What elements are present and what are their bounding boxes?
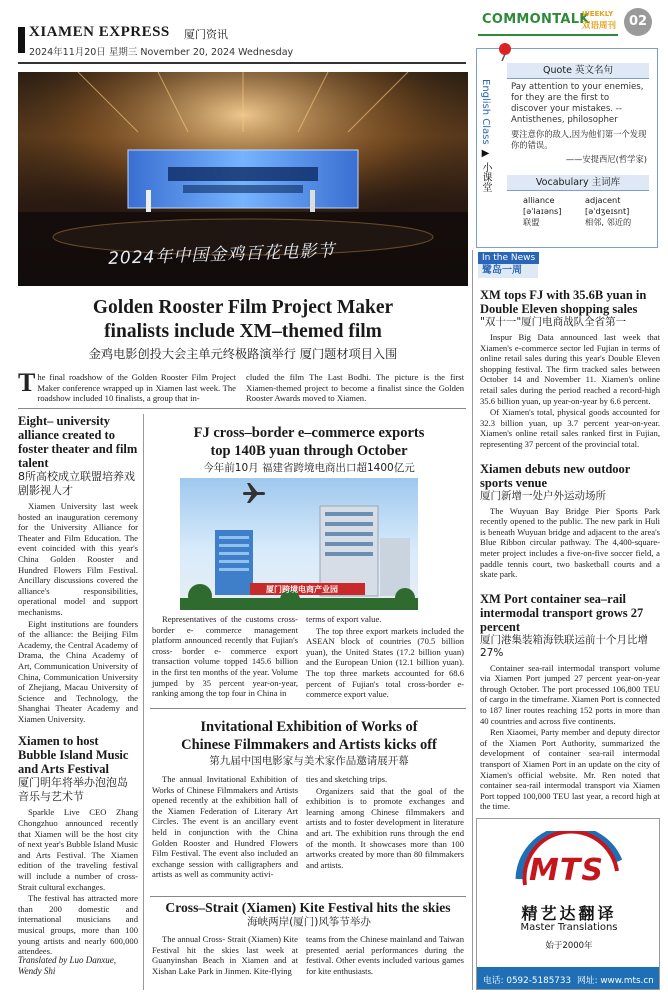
vocab-cn: 联盟: [523, 217, 540, 227]
ecom-image-sign: 厦门跨境电商产业园: [266, 585, 338, 594]
translator-credit: Translated by Luo Danxue, Wendy Shi: [18, 955, 116, 976]
double11-headline-cn: "双十一"厦门电商战队全省第一: [480, 316, 627, 328]
double11-body: [480, 332, 660, 450]
bubble-p2: The festival has attracted more than 200 domestic and international musicians and musical groups, more than 100 young artists and nearly 600,000 attendees.: [18, 893, 138, 957]
masthead-rule: [18, 62, 466, 64]
main-headline-line1: Golden Rooster Film Project Maker: [92, 297, 394, 318]
kite-headline: Cross–Strait (Xiamen) Kite Festival hits the skies: [165, 900, 451, 915]
main-story-col2: [246, 372, 464, 404]
news-tag-cn: 鹭岛一周: [478, 264, 538, 278]
brand-underline: [478, 34, 618, 36]
port-p1: Container sea-rail intermodal transport volume via Xiamen Port jumped 27 percent year-on-year through October. The port processed 106,800 TEU of cargo in the timeframe. Xiamen Port is connected to 187 liner routes reaching 152 ports in more than 40 countries and across five continents.: [480, 662, 661, 726]
exhibit-col2-a: ties and sketching trips.: [306, 774, 388, 784]
masthead-section: 厦门资讯: [184, 28, 228, 41]
main-headline-line2: finalists include XM–themed film: [104, 321, 382, 342]
alliance-headline: Eight– university alliance created to foster theater and film talent: [18, 414, 138, 470]
vocab-cn: 相邻, 邻近的: [585, 217, 632, 227]
bubble-headline-cn: 厦门明年将举办泡泡岛音乐与艺术节: [18, 776, 128, 804]
masthead: [18, 22, 468, 62]
hero-caption: 2024年中国金鸡百花电影节: [107, 241, 336, 269]
left-divider: [143, 414, 144, 990]
exhibit-headline-cn: 第九届中国电影家与美术家作品邀请展开幕: [209, 755, 409, 767]
quote-cn: 要注意你的敌人,因为他们第一个发现你的错误。: [511, 129, 647, 150]
ecom-rule: [150, 708, 466, 709]
ecom-col2-a: terms of export value.: [306, 614, 382, 624]
masthead-marker: [18, 27, 25, 53]
hero-image: [18, 72, 468, 286]
ad-website[interactable]: 网址: www.mts.cn: [577, 976, 654, 986]
ecom-headline-cn: 今年前10月 福建省跨境电商出口超1400亿元: [203, 462, 415, 474]
double11-headline: XM tops FJ with 35.6B yuan in Double Eleven shopping sales: [480, 288, 647, 316]
bubble-body: [18, 807, 138, 956]
left-column: [18, 414, 138, 958]
sports-headline: Xiamen debuts new outdoor sports venue: [480, 461, 631, 490]
masthead-title: XIAMEN EXPRESS: [29, 24, 170, 40]
main-story-text1: he final roadshow of the Golden Rooster Film Project Maker conference wrapped up in Xiamen last week. The roadshow included 10 finalists, a group that in-: [37, 372, 236, 404]
airplane-icon: [243, 483, 265, 503]
alliance-body: [18, 501, 138, 724]
ecom-headline-line1: FJ cross–border e–commerce exports: [193, 425, 425, 441]
exhibit-col1: The annual Invitational Exhibition of Works of Chinese Filmmakers and Artists opened recently at the exhibition hall of the Xiamen Federation of Literary Art Circles. The event is an ancillary event held in conjunction with the China Golden Rooster and Hundred Flowers Film Festival. The event also included an exchange session with calligraphers and artists as well as community activi-: [152, 774, 298, 880]
vocab-word: alliance: [523, 195, 555, 205]
main-story-text2: cluded the film The Last Bodhi. The picture is the first Xiamen-themed project to become a finalist since the Golden Rooster Awards moved to Xiamen.: [246, 372, 464, 404]
brand-block: [482, 8, 660, 42]
exhibit-col2: [306, 774, 464, 871]
vocab-title: Vocabulary 主词库: [507, 175, 649, 191]
news-tag: [478, 252, 660, 280]
exhibit-col2-b: Organizers said that the goal of the exhibition is to promote exchanges and learning among Chinese filmmakers and artists and to foster development in literature and art. The exhibition runs through the end of the month. It showcases more than 100 artworks created by more than 80 filmmakers and artists.: [306, 785, 464, 870]
news-tag-en: In the News: [478, 252, 539, 264]
brand-name: COMMONTALK: [482, 12, 590, 27]
kite-col2: teams from the Chinese mainland and Taiwan presented aerial performances during the festival. Other events included various games for kite enthusiasts.: [306, 934, 464, 976]
sports-headline-cn: 厦门新增一处户外运动场所: [480, 489, 606, 502]
kite-headline-cn: 海峡两岸(厦门)风筝节举办: [247, 916, 371, 928]
main-story-rule: [18, 408, 466, 409]
quote-en: Pay attention to your enemies, for they are the first to discover your mistakes. -- Antisthenes, philosopher: [511, 82, 644, 125]
ad-footer: [477, 967, 660, 990]
exhibit-headline-line2: Chinese Filmmakers and Artists kicks off: [181, 737, 437, 753]
ecom-headline-line2: top 140B yuan through October: [210, 443, 408, 459]
ad-phone[interactable]: 电话: 0592-5185733: [483, 976, 572, 986]
ad-box[interactable]: [476, 818, 660, 990]
ecom-image: [180, 478, 418, 610]
sports-body: [480, 506, 660, 580]
masthead-date: 2024年11月20日 星期三 November 20, 2024 Wednesday: [29, 47, 294, 58]
quote-author-cn: ——安提西尼(哲学家): [565, 154, 647, 164]
right-column: [480, 288, 660, 813]
ecom-col2: [306, 614, 464, 701]
ad-name-cn: 精艺达翻译: [521, 904, 617, 923]
vocab-phonetic: [əˈlaɪəns]: [523, 206, 562, 216]
main-headline-cn: 金鸡电影创投大会主单元终极路演举行 厦门题材项目入围: [88, 347, 398, 361]
bubble-headline: Xiamen to host Bubble Island Music and Arts Festival: [18, 734, 129, 777]
class-arrow-icon: ▶: [480, 147, 491, 159]
quote-title: Quote 英文名句: [507, 63, 649, 79]
english-class-label: [481, 79, 493, 239]
brand-weekly-en: WEEKLY: [582, 10, 614, 18]
ad-name-en: Master Translations: [520, 922, 618, 933]
double11-p2: Of Xiamen's total, physical goods accounted for 32.3 billion yuan, up 3.7 percent year-on-year. Xiamen's online retail sales ranked first in Fujian, representing 37 percent of the provincial total.: [480, 407, 660, 449]
port-body: [480, 663, 660, 812]
vocab-item: [523, 195, 583, 228]
pushpin-icon: [497, 43, 513, 59]
mts-logo: [499, 831, 639, 893]
ecom-col1: Representatives of the customs cross- border e- commerce management platform announced recently that Fujian's cross- border e- commerce export transaction volume topped 145.6 billion in the first ten months of the year. Volume jumped by 35 percent year-on-year, ranking among the top four in China in: [152, 614, 298, 699]
right-divider: [472, 250, 473, 990]
double11-p1: Inspur Big Data announced last week that Xiamen's e-commerce sector led Fujian in terms of online retail sales during this year's Double Eleven shopping festival. The firm tracked sales between October 14 and November 11. Xiamen's online retail sales during the period reached a record-high 35.6 billion yuan, up year-on-year by 6.6 percent.: [480, 332, 660, 406]
vocab-phonetic: [əˈdʒeɪsnt]: [585, 206, 630, 216]
sports-p1: The Wuyuan Bay Bridge Pier Sports Park recently opened to the public. The new park in Huli is beneath Wuyuan bridge and adjacent to the area's Blue Ribbon circular pathway. The 4,400-square-meter project includes a five-on-five soccer field, a paddle tennis court, two basketball courts and a skate park.: [480, 505, 660, 580]
vocab-word: adjacent: [585, 195, 621, 205]
port-headline: XM Port container sea–rail intermodal transport grows 27 percent: [480, 591, 644, 634]
kite-col1: The annual Cross- Strait (Xiamen) Kite Festival hit the skies last week at Guanyinshan Beach in Xiamen and at Xishan Lake Park in Jinmen. Kite-flying: [152, 934, 298, 976]
brand-weekly-cn: 双语周刊: [582, 21, 617, 31]
alliance-p2: Eight institutions are founders of the alliance: the Beijing Film Academy, the Central Academy of Drama, the China Academy of Art, Communication University of China, Communication University of Zhejiang, Macau University of Science and Technology, the Shanghai Theater Academy and Xiamen University.: [18, 618, 138, 724]
ecom-col2-b: The top three export markets included the ASEAN block of countries (70.5 billion yuan), the United States (17.2 billion yuan) and the European Union (12.1 billion yuan). The top three markets accounted for 68.6 percent of Fujian's total cross-border e-commerce export value.: [306, 625, 464, 700]
exhibit-headline-line1: Invitational Exhibition of Works of: [200, 719, 418, 735]
exhibit-rule: [150, 896, 466, 897]
english-class-label-en: English Class: [480, 79, 491, 145]
alliance-headline-cn: 8所高校成立联盟培养戏剧影视人才: [18, 470, 135, 497]
english-class-label-cn: 小课堂: [480, 161, 491, 192]
ad-since: 始于2000年: [545, 941, 593, 951]
port-p2: Ren Xiaomei, Party member and deputy director of the Xiamen Port Authority, summarized the development of container sea-rail intermodal transport of Xiamen Port in an update on the city of Xiamen's official website. Mr. Ren noted that container sea-rail intermodal transport via Xiamen Port topped 100,000 TEU last year, a record high at the time.: [480, 727, 660, 812]
bubble-p1: Sparkle Live CEO Zhang Chongzhuo announced recently that Xiamen will be the host city of next year's Bubble Island Music and Arts Festival. The Xiamen edition of the traveling festival will include a number of cross-Strait cultural exchanges.: [18, 807, 138, 892]
page-number: 02: [624, 8, 652, 36]
port-headline-cn: 厦门港集装箱海铁联运前十个月比增27%: [480, 633, 648, 659]
alliance-p1: Xiamen University last week hosted an inauguration ceremony for the University Alliance for Theater and Film Education. The event coincided with this year's China Golden Rooster and Hundred Flowers Film Festival. Ancillary discussions covered the alliance's responsibilities, operational model and support mechanisms.: [18, 501, 138, 617]
main-dropcap: T: [18, 368, 36, 397]
mts-logo-text: MTS: [529, 853, 604, 888]
main-story-col1: [18, 368, 236, 404]
vocab-item: [585, 195, 655, 228]
english-class-box: [476, 48, 658, 248]
